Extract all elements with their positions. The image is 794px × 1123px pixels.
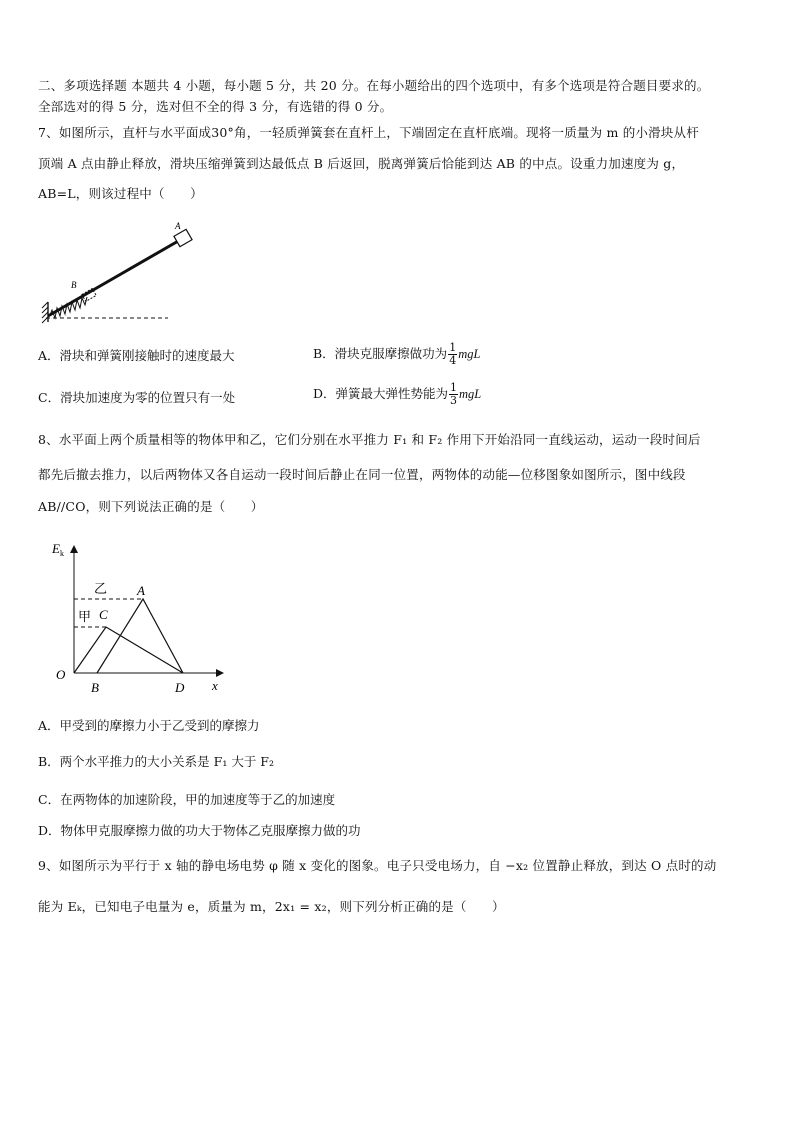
q7-stem-line2: 顶端 A 点由静止释放，滑块压缩弹簧到达最低点 B 后返回，脱离弹簧后恰能到达 AB 的中点。设重力加速度为 g， [38, 156, 685, 171]
q8-option-b: B．两个水平推力的大小关系是 F₁ 大于 F₂ [38, 754, 274, 769]
fraction [449, 382, 458, 407]
q9-stem-line1: 9、如图所示为平行于 x 轴的静电场电势 φ 随 x 变化的图象。电子只受电场力，自 −x₂ 位置静止释放，到达 O 点时的动 [38, 858, 717, 873]
q7-option-a: A．滑块和弹簧刚接触时的速度最大 [38, 348, 235, 363]
q9-stem-line2: 能为 Eₖ，已知电子电量为 e，质量为 m，2x₁ = x₂，则下列分析正确的是（ ） [38, 899, 505, 914]
q8-stem-line3: AB//CO，则下列说法正确的是（ ） [38, 499, 264, 514]
q8-option-d: D．物体甲克服摩擦力做的功大于物体乙克服摩擦力做的功 [38, 823, 361, 838]
fraction-denominator: 3 [450, 394, 458, 407]
q7-option-b [313, 342, 480, 367]
q7-option-b-text: B．滑块克服摩擦做功为 [313, 346, 448, 361]
label-point-d: D [175, 680, 185, 695]
curve-yi-b-a-d [97, 599, 183, 673]
label-jia: 甲 [78, 609, 92, 624]
fraction [448, 342, 457, 367]
fraction-numerator: 1 [449, 341, 457, 354]
inclined-rod [48, 240, 180, 316]
y-axis-label: $E_k$ [52, 541, 64, 558]
q8-stem-line1: 8、水平面上两个质量相等的物体甲和乙，它们分别在水平推力 F₁ 和 F₂ 作用下开始沿同一直线运动，运动一段时间后 [38, 432, 701, 447]
curve-jia-o-c-d [74, 627, 183, 673]
q7-stem-line3: AB=L，则该过程中（ ） [38, 186, 203, 201]
label-point-a: A [137, 583, 145, 598]
q7-figure [38, 218, 198, 330]
label-origin-o: O [56, 667, 66, 682]
fraction-denominator: 4 [449, 354, 457, 367]
label-point-b: B [91, 680, 99, 695]
formula-mgl: mgL [459, 387, 482, 401]
label-a: A [175, 221, 181, 231]
label-b: B [71, 280, 77, 290]
slider-block-at-a [174, 229, 192, 246]
label-point-c: C [99, 607, 108, 622]
x-axis-label: x [212, 678, 218, 693]
label-yi: 乙 [94, 581, 108, 596]
formula-mgl: mgL [458, 347, 481, 361]
q8-ek-x-graph [48, 533, 233, 698]
q7-stem-line1: 7、如图所示，直杆与水平面成30°角，一轻质弹簧套在直杆上，下端固定在直杆底端。现将一质量为 m 的小滑块从杆 [38, 125, 699, 140]
section-header-line1: 二、多项选择题 本题共 4 小题，每小题 5 分，共 20 分。在每小题给出的四个选项中，有多个选项是符合题目要求的。 [38, 78, 710, 93]
q8-option-a: A．甲受到的摩擦力小于乙受到的摩擦力 [38, 718, 260, 733]
section-header-line2: 全部选对的得 5 分，选对但不全的得 3 分，有选错的得 0 分。 [38, 99, 393, 114]
q7-option-d-text: D．弹簧最大弹性势能为 [313, 386, 449, 401]
ground-hatching [42, 302, 48, 323]
fraction-numerator: 1 [450, 381, 458, 394]
spring [50, 297, 87, 318]
q7-option-c: C．滑块加速度为零的位置只有一处 [38, 390, 236, 405]
q7-option-d [313, 382, 481, 407]
q8-stem-line2: 都先后撤去推力，以后两物体又各自运动一段时间后静止在同一位置，两物体的动能—位移图象如图所示，图中线段 [38, 467, 686, 482]
q8-option-c: C．在两物体的加速阶段，甲的加速度等于乙的加速度 [38, 792, 336, 807]
